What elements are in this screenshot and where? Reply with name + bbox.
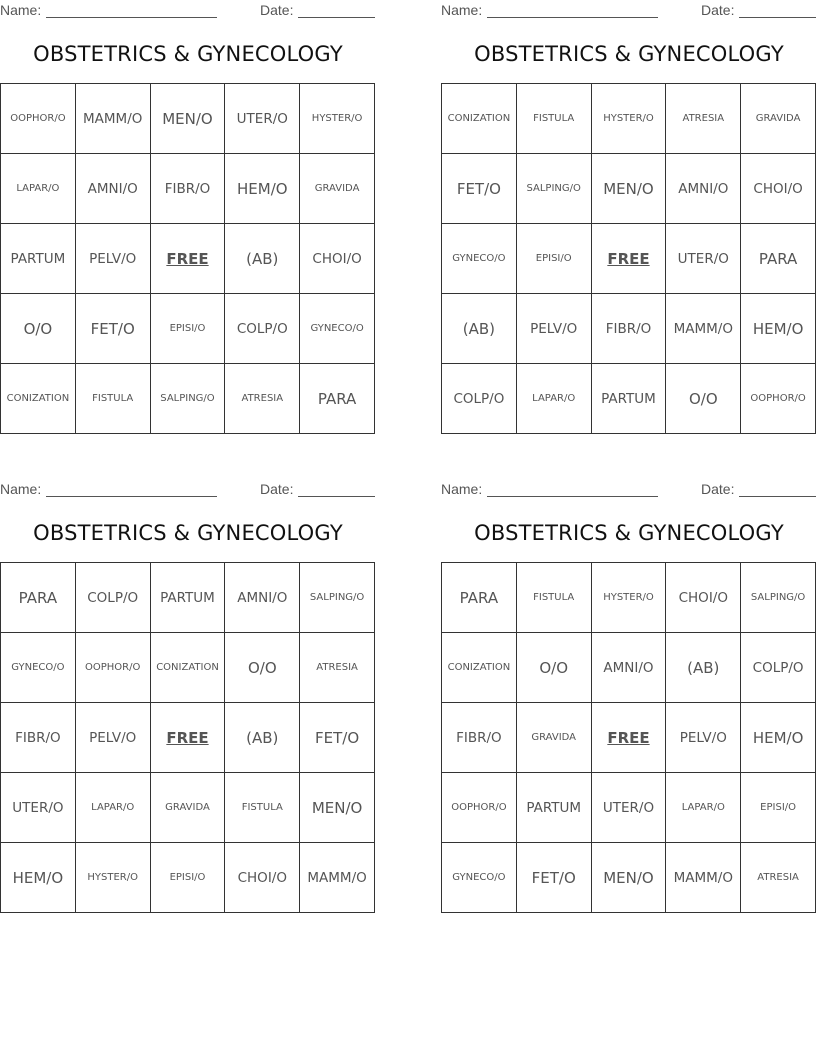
bingo-cell: COLP/O	[442, 364, 517, 434]
bingo-cell: ATRESIA	[741, 843, 816, 913]
bingo-cell: HEM/O	[741, 294, 816, 364]
bingo-cell: PARA	[442, 563, 517, 633]
bingo-grid	[0, 83, 375, 434]
bingo-cell: PARA	[300, 364, 375, 434]
bingo-cell: HEM/O	[225, 154, 300, 224]
bingo-cell: FET/O	[300, 703, 375, 773]
bingo-cell: CONIZATION	[1, 364, 76, 434]
bingo-cell: PELV/O	[76, 703, 151, 773]
bingo-cell: PELV/O	[517, 294, 592, 364]
bingo-cell: CONIZATION	[151, 633, 226, 703]
name-label: Name:	[0, 481, 42, 497]
bingo-cell: COLP/O	[741, 633, 816, 703]
bingo-cell: PELV/O	[76, 224, 151, 294]
bingo-cell: (AB)	[225, 703, 300, 773]
bingo-cell: PARA	[741, 224, 816, 294]
bingo-grid	[0, 562, 375, 913]
bingo-cell: LAPAR/O	[517, 364, 592, 434]
bingo-cell: MAMM/O	[76, 84, 151, 154]
bingo-cell: FISTULA	[225, 773, 300, 843]
bingo-cell: SALPING/O	[300, 563, 375, 633]
bingo-cell: FIBR/O	[592, 294, 667, 364]
bingo-cell: SALPING/O	[151, 364, 226, 434]
bingo-cell: MEN/O	[592, 843, 667, 913]
bingo-cell: MAMM/O	[300, 843, 375, 913]
bingo-cell: OOPHOR/O	[76, 633, 151, 703]
bingo-cell: SALPING/O	[741, 563, 816, 633]
name-line	[487, 17, 658, 18]
bingo-card-4	[441, 479, 816, 913]
bingo-cell: PELV/O	[666, 703, 741, 773]
bingo-cell: HYSTER/O	[592, 563, 667, 633]
bingo-cell: UTER/O	[225, 84, 300, 154]
date-label: Date:	[260, 2, 294, 18]
card-header	[0, 479, 376, 501]
card-title: OBSTETRICS & GYNECOLOGY	[474, 521, 784, 545]
card-header	[441, 0, 816, 22]
bingo-cell: SALPING/O	[517, 154, 592, 224]
bingo-cell: CHOI/O	[666, 563, 741, 633]
bingo-cell: CHOI/O	[741, 154, 816, 224]
bingo-cell: MEN/O	[151, 84, 226, 154]
card-header	[441, 479, 816, 501]
free-space: FREE	[592, 703, 667, 773]
bingo-cell: LAPAR/O	[666, 773, 741, 843]
bingo-card-2	[441, 0, 816, 434]
bingo-cell: CHOI/O	[225, 843, 300, 913]
date-label: Date:	[260, 481, 294, 497]
card-title: OBSTETRICS & GYNECOLOGY	[33, 521, 343, 545]
bingo-cell: O/O	[1, 294, 76, 364]
name-label: Name:	[0, 2, 42, 18]
bingo-cell: FISTULA	[76, 364, 151, 434]
bingo-cell: GRAVIDA	[517, 703, 592, 773]
name-line	[487, 496, 658, 497]
name-line	[46, 17, 217, 18]
bingo-cell: GYNECO/O	[442, 843, 517, 913]
bingo-cell: MAMM/O	[666, 843, 741, 913]
bingo-cell: COLP/O	[76, 563, 151, 633]
bingo-cell: ATRESIA	[225, 364, 300, 434]
date-line	[298, 496, 375, 497]
free-space: FREE	[151, 224, 226, 294]
bingo-cell: GYNECO/O	[300, 294, 375, 364]
bingo-cell: O/O	[517, 633, 592, 703]
bingo-cell: HYSTER/O	[300, 84, 375, 154]
bingo-cell: PARA	[1, 563, 76, 633]
bingo-cell: (AB)	[666, 633, 741, 703]
bingo-cell: FIBR/O	[1, 703, 76, 773]
bingo-cell: HYSTER/O	[76, 843, 151, 913]
card-title: OBSTETRICS & GYNECOLOGY	[33, 42, 343, 66]
bingo-cell: FIBR/O	[442, 703, 517, 773]
bingo-card-1	[0, 0, 376, 434]
bingo-cell: PARTUM	[1, 224, 76, 294]
bingo-cell: (AB)	[442, 294, 517, 364]
date-line	[739, 496, 816, 497]
bingo-cell: CONIZATION	[442, 84, 517, 154]
bingo-cell: (AB)	[225, 224, 300, 294]
bingo-cell: COLP/O	[225, 294, 300, 364]
bingo-cell: EPISI/O	[517, 224, 592, 294]
bingo-cell: MAMM/O	[666, 294, 741, 364]
free-space: FREE	[151, 703, 226, 773]
date-line	[298, 17, 375, 18]
bingo-cell: CONIZATION	[442, 633, 517, 703]
bingo-cell: CHOI/O	[300, 224, 375, 294]
date-line	[739, 17, 816, 18]
bingo-cell: FISTULA	[517, 84, 592, 154]
bingo-cell: EPISI/O	[151, 843, 226, 913]
date-label: Date:	[701, 481, 735, 497]
bingo-cell: HEM/O	[1, 843, 76, 913]
bingo-cell: AMNI/O	[76, 154, 151, 224]
bingo-cell: GRAVIDA	[741, 84, 816, 154]
bingo-cell: FET/O	[517, 843, 592, 913]
bingo-grid	[441, 562, 816, 913]
bingo-cell: PARTUM	[517, 773, 592, 843]
bingo-cell: LAPAR/O	[1, 154, 76, 224]
name-line	[46, 496, 217, 497]
bingo-cell: AMNI/O	[225, 563, 300, 633]
date-label: Date:	[701, 2, 735, 18]
bingo-cell: O/O	[225, 633, 300, 703]
bingo-cell: HYSTER/O	[592, 84, 667, 154]
card-header	[0, 0, 376, 22]
bingo-cell: EPISI/O	[151, 294, 226, 364]
bingo-cell: AMNI/O	[592, 633, 667, 703]
bingo-cell: MEN/O	[592, 154, 667, 224]
bingo-cell: GRAVIDA	[300, 154, 375, 224]
free-space: FREE	[592, 224, 667, 294]
bingo-cell: ATRESIA	[666, 84, 741, 154]
name-label: Name:	[441, 481, 483, 497]
bingo-cell: GRAVIDA	[151, 773, 226, 843]
bingo-cell: OOPHOR/O	[741, 364, 816, 434]
bingo-card-3	[0, 479, 376, 913]
bingo-cell: EPISI/O	[741, 773, 816, 843]
bingo-cell: FISTULA	[517, 563, 592, 633]
bingo-cell: ATRESIA	[300, 633, 375, 703]
bingo-cell: PARTUM	[151, 563, 226, 633]
bingo-cell: MEN/O	[300, 773, 375, 843]
bingo-cell: GYNECO/O	[1, 633, 76, 703]
bingo-cell: FIBR/O	[151, 154, 226, 224]
bingo-cell: GYNECO/O	[442, 224, 517, 294]
bingo-cell: LAPAR/O	[76, 773, 151, 843]
bingo-cell: HEM/O	[741, 703, 816, 773]
bingo-cell: UTER/O	[666, 224, 741, 294]
bingo-cell: AMNI/O	[666, 154, 741, 224]
bingo-cell: OOPHOR/O	[442, 773, 517, 843]
bingo-grid	[441, 83, 816, 434]
bingo-cell: UTER/O	[1, 773, 76, 843]
bingo-cell: OOPHOR/O	[1, 84, 76, 154]
bingo-cell: UTER/O	[592, 773, 667, 843]
bingo-cell: FET/O	[76, 294, 151, 364]
bingo-cell: O/O	[666, 364, 741, 434]
bingo-cell: FET/O	[442, 154, 517, 224]
bingo-cell: PARTUM	[592, 364, 667, 434]
card-title: OBSTETRICS & GYNECOLOGY	[474, 42, 784, 66]
name-label: Name:	[441, 2, 483, 18]
